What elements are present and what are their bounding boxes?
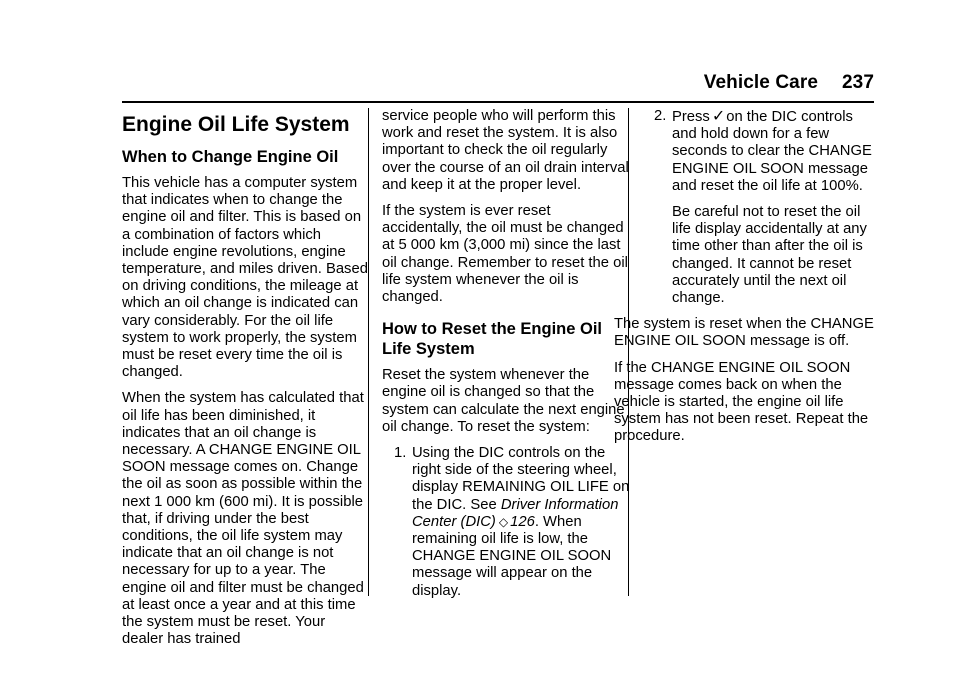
step-text: Press: [672, 109, 710, 125]
list-item: [640, 108, 878, 307]
checkmark-icon: ✓: [711, 108, 726, 125]
list-item: [382, 445, 630, 600]
step-text: Using the DIC controls on the right side of the steering wheel, display REMAINING OIL LIFE on the DIC. See: [412, 445, 630, 513]
paragraph: The system is reset when the CHANGE ENGINE OIL SOON message is off.: [614, 316, 874, 350]
paragraph: If the system is ever reset accidentally, the oil must be changed at 5 000 km (3,000 mi) since the last oil change. Remember to reset the oil life system whenever the oil is changed.: [382, 203, 628, 306]
step-text: . When remaining oil life is low, the CHANGE ENGINE OIL SOON message will appear on the display.: [412, 513, 612, 599]
header-rule: [122, 101, 874, 103]
subheading-when-to-change: When to Change Engine Oil: [122, 148, 339, 166]
paragraph: This vehicle has a computer system that indicates when to change the engine oil and filter. This is based on a combination of factors which include engine revolutions, engine temperature, and miles driven. Based on driving conditions, the mileage at which an oil change is indicated can vary considerably. For the oil life system to work properly, the system must be reset every time the oil is changed.: [122, 175, 368, 381]
column-2: [382, 108, 630, 609]
step-text: on the DIC controls and hold down for a few seconds to clear the CHANGE ENGINE OIL SOON message and reset the oil life at 100%.: [672, 109, 872, 194]
steps-list: [382, 445, 630, 600]
page-number: 237: [841, 72, 874, 93]
step-number: 1.: [394, 445, 407, 462]
section-heading: Engine Oil Life System: [122, 113, 350, 136]
step-note: Be careful not to reset the oil life display accidentally at any time other than after the oil is changed. It cannot be reset accurately until the next oil change.: [672, 204, 867, 307]
page-header: [704, 72, 874, 94]
column-1: [122, 108, 370, 657]
paragraph: When the system has calculated that oil life has been diminished, it indicates that an oil change is necessary. A CHANGE ENGINE OIL SOON message comes on. Change the oil as soon as possible within the next 1 000 km (600 mi). It is possible that, if driving under the best conditions, the oil life system may indicate that an oil change is not necessary for up to a year. The engine oil and filter must be changed at least once a year and at this time the system must be reset. Your dealer has trained: [122, 390, 364, 648]
paragraph: If the CHANGE ENGINE OIL SOON message comes back on when the vehicle is started, the engine oil life system has not been reset. Repeat the procedure.: [614, 359, 869, 445]
subheading-how-to-reset: How to Reset the Engine Oil Life System: [382, 320, 603, 359]
paragraph: service people who will perform this work and reset the system. It is also important to check the oil regularly over the course of an oil drain interval and keep it at the proper level.: [382, 108, 629, 193]
column-3: [614, 108, 878, 455]
step-number: 2.: [654, 108, 667, 124]
paragraph: Reset the system whenever the engine oil is changed so that the system can calculate the next engine oil change. To reset the system:: [382, 367, 625, 435]
cross-reference-link[interactable]: Driver Information Center (DIC): [412, 496, 619, 530]
cross-reference-page[interactable]: 126: [510, 513, 535, 530]
page-reference-icon: ◇: [498, 514, 509, 529]
section-title: Vehicle Care: [703, 72, 818, 93]
steps-list-continued: [640, 108, 878, 307]
